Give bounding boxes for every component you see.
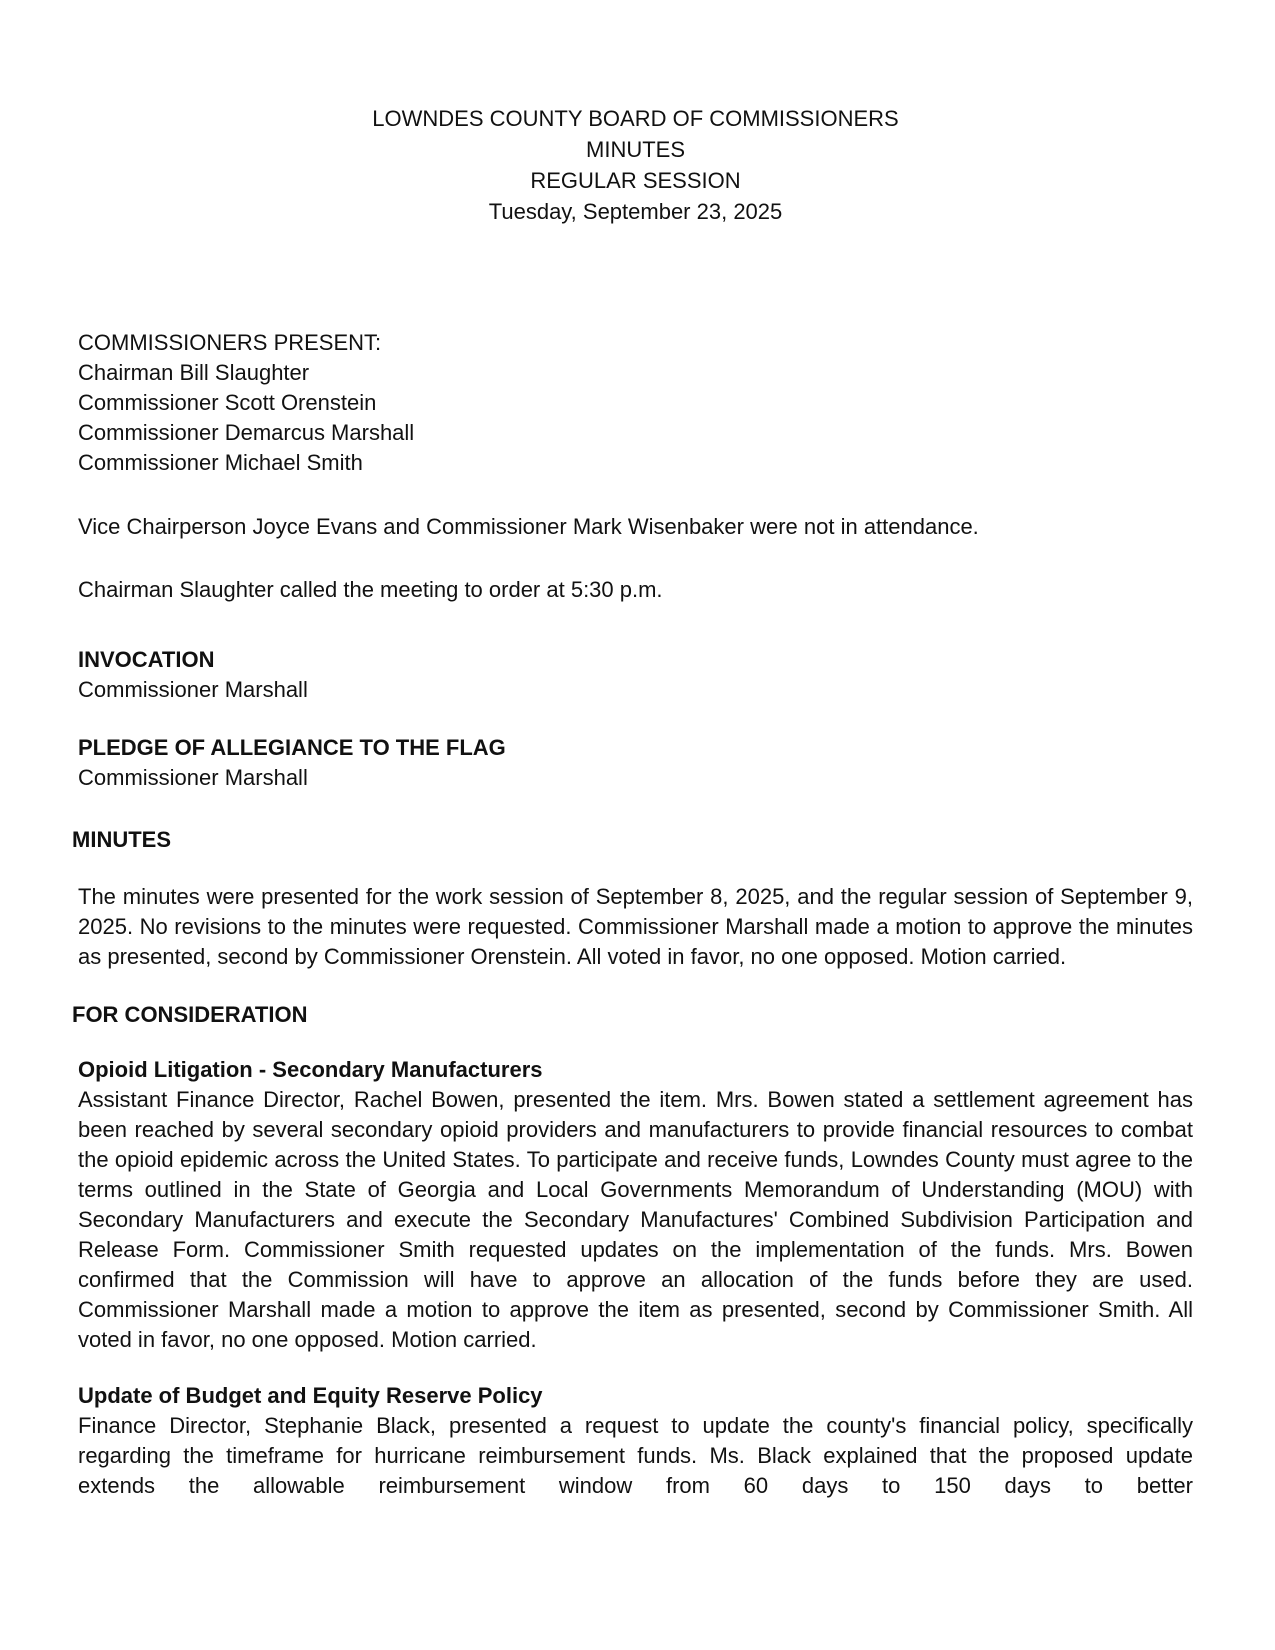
- session-type: REGULAR SESSION: [530, 168, 741, 193]
- section-pledge: [78, 733, 1193, 793]
- invocation-heading: INVOCATION: [78, 647, 215, 672]
- commissioner-name: Commissioner Demarcus Marshall: [78, 420, 415, 445]
- section-budget-policy: [78, 1381, 1193, 1501]
- section-opioid-litigation: [78, 1055, 1193, 1355]
- minutes-heading: MINUTES: [72, 827, 171, 852]
- opioid-item-heading: Opioid Litigation - Secondary Manufacturers: [78, 1057, 543, 1082]
- pledge-presenter: Commissioner Marshall: [78, 765, 308, 790]
- opioid-item-paragraph: Assistant Finance Director, Rachel Bowen, presented the item. Mrs. Bowen stated a settlement agreement has been reached by several secondary opioid providers and manufacturers to provide financial resources to combat the opioid epidemic across the United States. To participate and receive funds, Lowndes County must agree to the terms outlined in the State of Georgia and Local Governments Memorandum of Understanding (MOU) with Secondary Manufacturers and execute the Secondary Manufactures' Combined Subdivision Participation and Release Form. Commissioner Smith requested updates on the implementation of the funds. Mrs. Bowen confirmed that the Commission will have to approve an allocation of the funds before they are used. Commissioner Marshall made a motion to approve the item as presented, second by Commissioner Smith. All voted in favor, no one opposed. Motion carried.: [78, 1087, 1193, 1352]
- commissioners-present-label: COMMISSIONERS PRESENT:: [78, 330, 382, 355]
- absence-note: Vice Chairperson Joyce Evans and Commissioner Mark Wisenbaker were not in attendance.: [78, 514, 979, 539]
- budget-item-heading: Update of Budget and Equity Reserve Policy: [78, 1383, 543, 1408]
- commissioners-present-list: [78, 328, 1193, 478]
- minutes-paragraph: The minutes were presented for the work session of September 8, 2025, and the regular session of September 9, 2025. No revisions to the minutes were requested. Commissioner Marshall made a motion to approve the minutes as presented, second by Commissioner Orenstein. All voted in favor, no one opposed. Motion carried.: [78, 884, 1193, 969]
- pledge-heading: PLEDGE OF ALLEGIANCE TO THE FLAG: [78, 735, 506, 760]
- invocation-presenter: Commissioner Marshall: [78, 677, 308, 702]
- section-invocation: [78, 645, 1193, 705]
- document-header: [78, 103, 1193, 227]
- budget-item-paragraph: Finance Director, Stephanie Black, presented a request to update the county's financial policy, specifically regarding the timeframe for hurricane reimbursement funds. Ms. Black explained that the proposed update extends the allowable reimbursement window from 60 days to 150 days to better: [78, 1413, 1193, 1498]
- call-to-order-note: Chairman Slaughter called the meeting to order at 5:30 p.m.: [78, 577, 663, 602]
- commissioner-name: Commissioner Scott Orenstein: [78, 390, 377, 415]
- document-type: MINUTES: [586, 137, 685, 162]
- commissioner-name: Commissioner Michael Smith: [78, 450, 363, 475]
- commissioner-name: Chairman Bill Slaughter: [78, 360, 310, 385]
- session-date: Tuesday, September 23, 2025: [488, 199, 783, 224]
- for-consideration-heading: FOR CONSIDERATION: [72, 1002, 308, 1027]
- organization-title: LOWNDES COUNTY BOARD OF COMMISSIONERS: [372, 106, 899, 131]
